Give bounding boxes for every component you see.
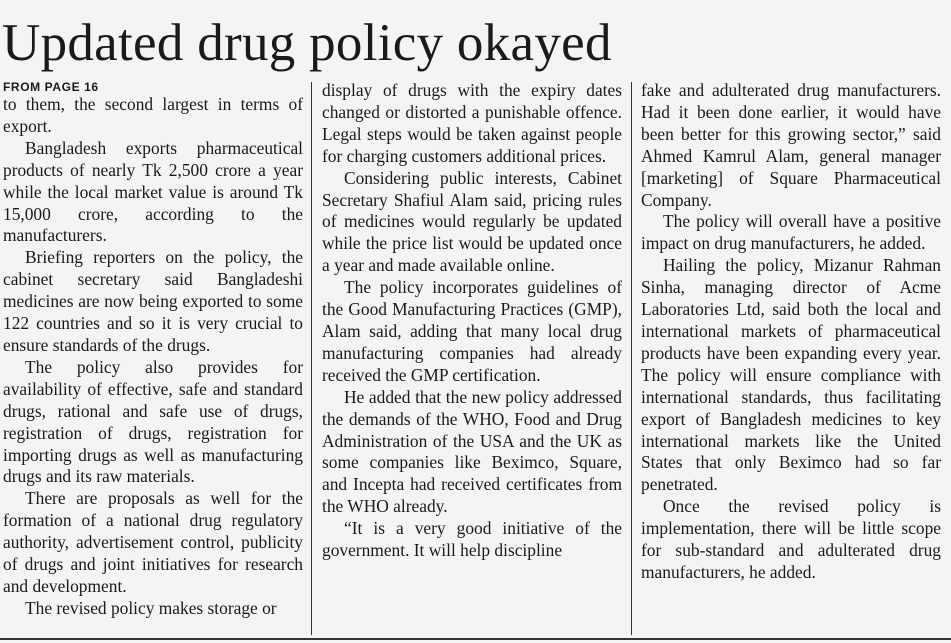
article-column-1 bbox=[3, 80, 303, 620]
paragraph: fake and adulterated drug manufacturers. Had it been done earlier, it would have been better for this growing sector,” said Ahmed Kamrul Alam, general manager [marketing] of Square Pharmaceutical Company. bbox=[641, 80, 941, 210]
paragraph: display of drugs with the expiry dates changed or distorted a punishable offence. Legal steps would be taken against people for charging customers additional prices. bbox=[322, 80, 622, 166]
paragraph: Hailing the policy, Mizanur Rahman Sinha, managing director of Acme Laboratories Ltd, said both the local and international markets of pharmaceutical products have been expanding every year. The policy will ensure compliance with international standards, thus facilitating export of Bangladesh medicines to key international markets like the United States that only Beximco had so far penetrated. bbox=[641, 255, 941, 495]
paragraph: Bangladesh exports pharmaceutical products of nearly Tk 2,500 crore a year while the local market value is around Tk 15,000 crore, according to the manufacturers. bbox=[3, 137, 303, 246]
column-divider bbox=[311, 82, 312, 635]
paragraph: He added that the new policy addressed the demands of the WHO, Food and Drug Administration of the USA and the UK as some companies like Beximco, Square, and Incepta had received certificates from the WHO already. bbox=[322, 386, 622, 517]
article-column-2 bbox=[322, 80, 622, 562]
paragraph: The revised policy makes storage or bbox=[25, 597, 277, 618]
paragraph: Considering public interests, Cabinet Secretary Shafiul Alam said, pricing rules of medicines would regularly be updated while the price list would be updated once a year and made available online. bbox=[322, 167, 622, 276]
bottom-rule bbox=[0, 638, 951, 640]
article-column-3 bbox=[641, 80, 941, 584]
headline: Updated drug policy okayed bbox=[2, 14, 612, 72]
paragraph: Once the revised policy is implementation, there will be little scope for sub-standard and adulterated drug manufacturers, he added. bbox=[641, 496, 941, 582]
paragraph: to them, the second largest in terms of export. bbox=[3, 94, 303, 136]
paragraph: The policy will overall have a positive impact on drug manufacturers, he added. bbox=[641, 211, 941, 254]
paragraph: The policy also provides for availability of effective, safe and standard drugs, rational and safe use of drugs, registration of drugs, registration for importing drugs as well as manufacturing drugs and its raw materials. bbox=[3, 356, 303, 487]
column-divider bbox=[631, 82, 632, 635]
paragraph: The policy incorporates guidelines of the Good Manufacturing Practices (GMP), Alam said, adding that many local drug manufacturing companies had already received the GMP certification. bbox=[322, 277, 622, 385]
paragraph: There are proposals as well for the formation of a national drug regulatory authority, advertisement control, publicity of drugs and joint initiatives for research and development. bbox=[3, 488, 303, 596]
paragraph: “It is a very good initiative of the government. It will help discipline bbox=[322, 518, 622, 561]
paragraph: Briefing reporters on the policy, the cabinet secretary said Bangladeshi medicines are now being exported to some 122 countries and so it is very crucial to ensure standards of the drugs. bbox=[3, 247, 303, 355]
continued-from-label: FROM PAGE 16 bbox=[3, 80, 99, 94]
